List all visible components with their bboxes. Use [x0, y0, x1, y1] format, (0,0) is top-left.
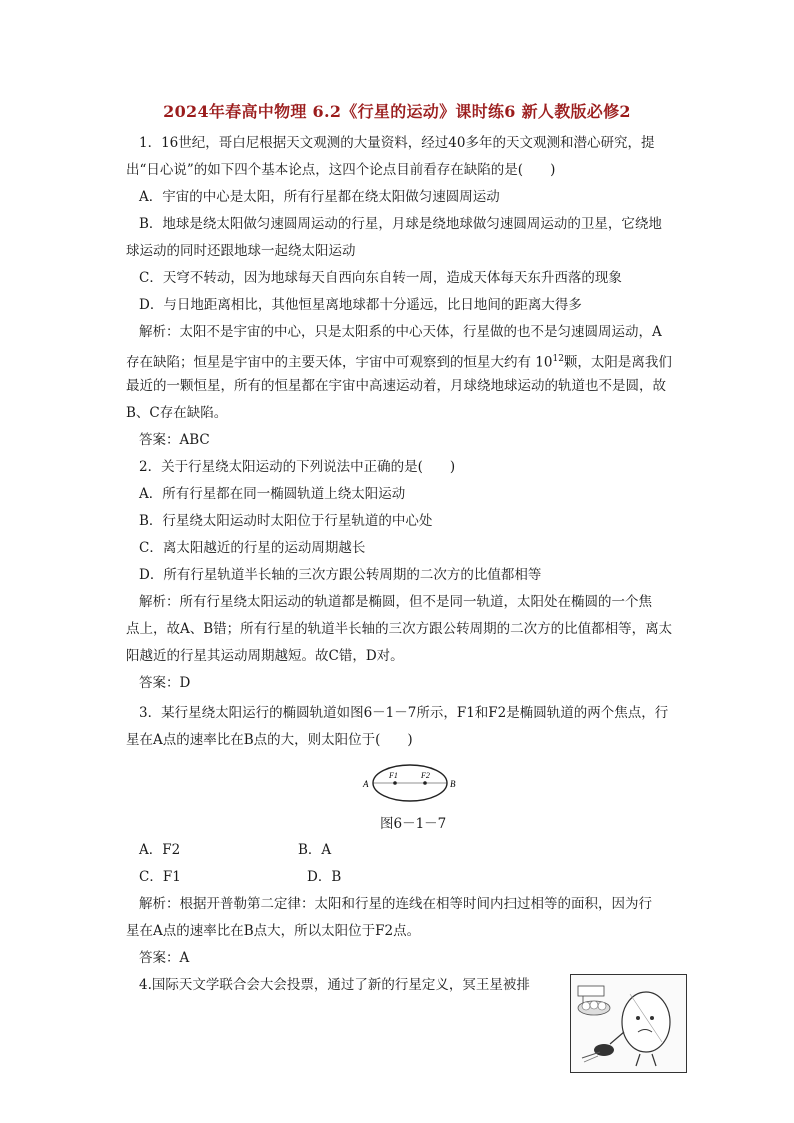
- q3-option-d: D．B: [307, 869, 342, 885]
- q1-option-a: A．宇宙的中心是太阳，所有行星都在绕太阳做匀速圆周运动: [139, 189, 500, 205]
- focus-f2-label: F2: [421, 771, 430, 780]
- page-title: 2024年春高中物理 6.2《行星的运动》课时练6 新人教版必修2: [163, 102, 631, 121]
- q3-analysis-line2: 星在A点的速率比在B点大，所以太阳位于F2点。: [126, 923, 421, 939]
- q1-analysis-line2-b: 颗，太阳是离我们: [563, 354, 672, 371]
- q1-analysis-line2: [126, 346, 672, 377]
- q3-option-b: B．A: [298, 842, 332, 858]
- q2-option-d: D．所有行星轨道半长轴的三次方跟公转周期的二次方的比值都相等: [139, 567, 542, 583]
- q1-stem-line1: 1．16世纪，哥白尼根据天文观测的大量资料，经过40多年的天文观测和潜心研究，提: [139, 135, 655, 151]
- q1-option-c: C．天穹不转动，因为地球每天自西向东自转一周，造成天体每天东升西落的现象: [139, 270, 622, 286]
- q2-option-b: B．行星绕太阳运动时太阳位于行星轨道的中心处: [139, 513, 433, 529]
- q2-analysis-line2: 点上，故A、B错；所有行星的轨道半长轴的三次方跟公转周期的二次方的比值都相等，离太: [126, 621, 673, 637]
- q1-analysis-line2-a: 存在缺陷；恒星是宇宙中的主要天体，宇宙中可观察到的恒星大约有 10: [126, 354, 553, 371]
- q3-answer: 答案：A: [139, 950, 190, 966]
- q1-analysis-line3: 最近的一颗恒星，所有的恒星都在宇宙中高速运动着，月球绕地球运动的轨道也不是圆，故: [126, 378, 666, 394]
- q1-option-b-line2: 球运动的同时还跟地球一起绕太阳运动: [126, 243, 356, 259]
- point-a-label: A: [363, 779, 369, 789]
- q3-stem-line2: 星在A点的速率比在B点的大，则太阳位于( ): [126, 732, 413, 748]
- q1-stem-line2: 出“日心说”的如下四个基本论点，这四个论点目前看存在缺陷的是( ): [126, 162, 556, 178]
- q3-option-a: A．F2: [139, 842, 181, 858]
- q1-option-d: D．与日地距离相比，其他恒星离地球都十分遥远，比日地间的距离大得多: [139, 297, 582, 313]
- q3-stem-line1: 3．某行星绕太阳运行的椭圆轨道如图6－1－7所示，F1和F2是椭圆轨道的两个焦点，行: [139, 705, 669, 721]
- point-b-label: B: [450, 779, 456, 789]
- q1-analysis-exponent: 12: [552, 354, 564, 364]
- q2-option-a: A．所有行星都在同一椭圆轨道上绕太阳运动: [139, 486, 406, 502]
- q1-option-b-line1: B．地球是绕太阳做匀速圆周运动的行星，月球是绕地球做匀速圆周运动的卫星，它绕地: [139, 216, 662, 232]
- q2-analysis-line1: 解析：所有行星绕太阳运动的轨道都是椭圆，但不是同一轨道，太阳处在椭圆的一个焦: [139, 594, 652, 610]
- q3-option-c: C．F1: [139, 869, 181, 885]
- pluto-cartoon-image: [570, 974, 687, 1073]
- q1-answer: 答案：ABC: [139, 432, 210, 448]
- q1-analysis-line4: B、C存在缺陷。: [126, 405, 228, 421]
- q1-analysis-line1: 解析：太阳不是宇宙的中心，只是太阳系的中心天体，行星做的也不是匀速圆周运动，A: [139, 324, 662, 340]
- ellipse-orbit-figure: [360, 760, 460, 806]
- focus-f1-label: F1: [389, 771, 398, 780]
- q2-analysis-line3: 阳越近的行星其运动周期越短。故C错，D对。: [126, 648, 404, 664]
- q4-stem: 4.国际天文学联合会大会投票，通过了新的行星定义，冥王星被排: [139, 977, 530, 993]
- q2-answer: 答案：D: [139, 675, 191, 691]
- q2-option-c: C．离太阳越近的行星的运动周期越长: [139, 540, 366, 556]
- q3-analysis-line1: 解析：根据开普勒第二定律：太阳和行星的连线在相等时间内扫过相等的面积，因为行: [139, 896, 652, 912]
- figure-caption: 图6－1－7: [380, 816, 447, 832]
- q2-stem: 2．关于行星绕太阳运动的下列说法中正确的是( ): [139, 459, 456, 475]
